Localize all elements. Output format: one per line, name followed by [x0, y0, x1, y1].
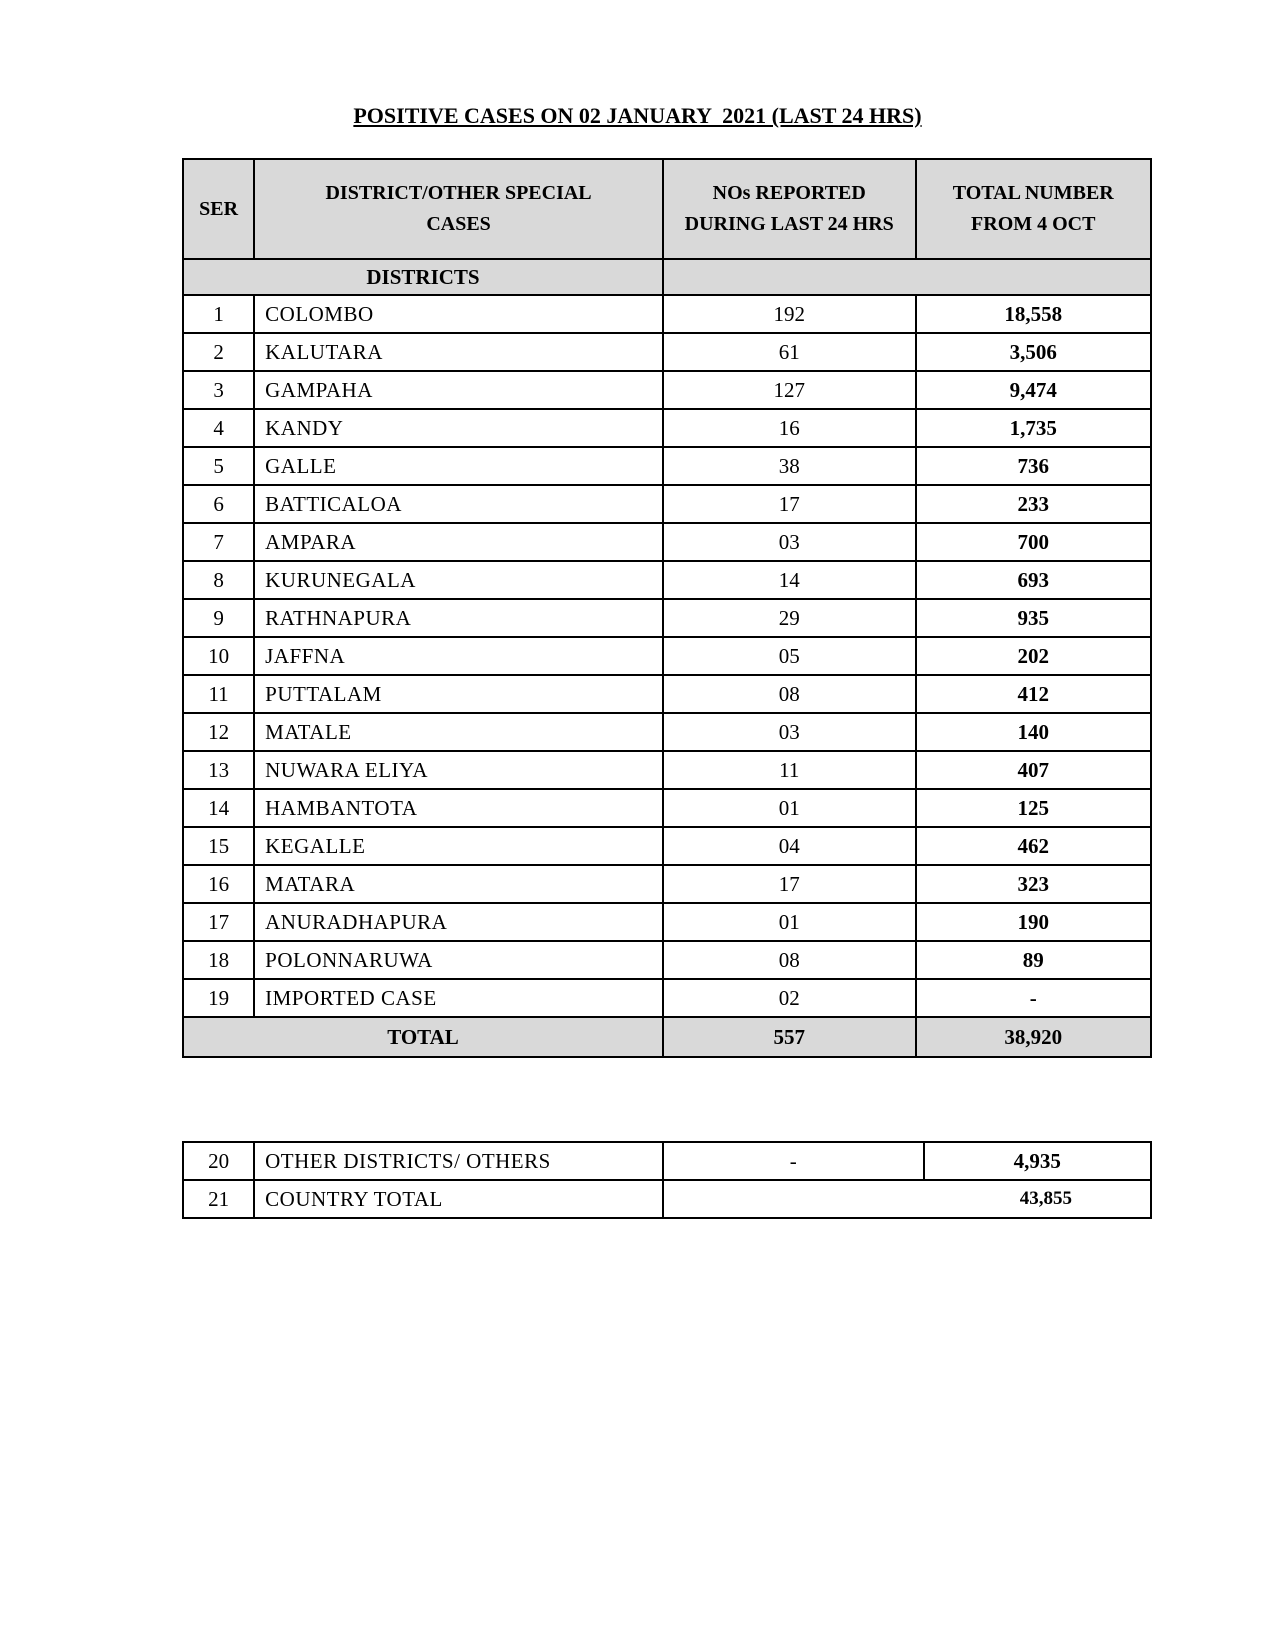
row-total: 233	[916, 485, 1152, 523]
row-name: BATTICALOA	[254, 485, 663, 523]
section-row	[183, 259, 1151, 295]
country-total: 43,855	[663, 1180, 1151, 1218]
row-ser: 12	[183, 713, 254, 751]
row-ser: 8	[183, 561, 254, 599]
row-name: ANURADHAPURA	[254, 903, 663, 941]
total-last24: 557	[663, 1017, 916, 1057]
row-name: AMPARA	[254, 523, 663, 561]
table-row	[183, 295, 1151, 333]
row-last24: 11	[663, 751, 916, 789]
row-total: -	[916, 979, 1152, 1017]
table-row	[183, 599, 1151, 637]
table-row	[183, 713, 1151, 751]
table-row	[183, 1180, 1151, 1218]
table-header-row	[183, 159, 1151, 259]
row-last24: 04	[663, 827, 916, 865]
table-row	[183, 561, 1151, 599]
row-name: KALUTARA	[254, 333, 663, 371]
row-name: PUTTALAM	[254, 675, 663, 713]
row-last24: 03	[663, 523, 916, 561]
row-name: OTHER DISTRICTS/ OTHERS	[254, 1142, 663, 1180]
row-last24: 14	[663, 561, 916, 599]
row-name: KANDY	[254, 409, 663, 447]
row-last24: 17	[663, 865, 916, 903]
table-row	[183, 789, 1151, 827]
row-total: 125	[916, 789, 1152, 827]
row-ser: 7	[183, 523, 254, 561]
table-row	[183, 865, 1151, 903]
row-total: 9,474	[916, 371, 1152, 409]
other-cases-table	[182, 1141, 1152, 1219]
row-last24: 127	[663, 371, 916, 409]
row-last24: 02	[663, 979, 916, 1017]
row-total: 1,735	[916, 409, 1152, 447]
row-total: 18,558	[916, 295, 1152, 333]
row-last24: 61	[663, 333, 916, 371]
row-total: 89	[916, 941, 1152, 979]
table-row	[183, 675, 1151, 713]
page-title: POSITIVE CASES ON 02 JANUARY 2021 (LAST 24 HRS)	[353, 103, 922, 128]
row-total: 462	[916, 827, 1152, 865]
row-ser: 9	[183, 599, 254, 637]
header-total: TOTAL NUMBER FROM 4 OCT	[916, 159, 1152, 259]
row-total: 202	[916, 637, 1152, 675]
row-last24: 05	[663, 637, 916, 675]
row-last24: -	[663, 1142, 924, 1180]
row-ser: 16	[183, 865, 254, 903]
row-last24: 08	[663, 941, 916, 979]
row-ser: 3	[183, 371, 254, 409]
table-row	[183, 903, 1151, 941]
header-reported: NOs REPORTED DURING LAST 24 HRS	[663, 159, 916, 259]
row-total: 935	[916, 599, 1152, 637]
row-total: 693	[916, 561, 1152, 599]
section-blank	[663, 259, 1151, 295]
row-ser: 15	[183, 827, 254, 865]
row-last24: 192	[663, 295, 916, 333]
row-name: GALLE	[254, 447, 663, 485]
row-total: 3,506	[916, 333, 1152, 371]
district-rows	[183, 295, 1151, 1017]
row-ser: 17	[183, 903, 254, 941]
total-cumulative: 38,920	[916, 1017, 1152, 1057]
row-name: NUWARA ELIYA	[254, 751, 663, 789]
row-last24: 38	[663, 447, 916, 485]
row-last24: 01	[663, 903, 916, 941]
table-row	[183, 333, 1151, 371]
total-row	[183, 1017, 1151, 1057]
row-ser: 11	[183, 675, 254, 713]
row-name: KURUNEGALA	[254, 561, 663, 599]
table-row	[183, 637, 1151, 675]
row-total: 4,935	[924, 1142, 1151, 1180]
row-name: IMPORTED CASE	[254, 979, 663, 1017]
row-name: HAMBANTOTA	[254, 789, 663, 827]
table-row	[183, 751, 1151, 789]
row-last24: 17	[663, 485, 916, 523]
table-row	[183, 979, 1151, 1017]
row-total: 190	[916, 903, 1152, 941]
row-total: 323	[916, 865, 1152, 903]
row-name: GAMPAHA	[254, 371, 663, 409]
row-ser: 5	[183, 447, 254, 485]
district-cases-table	[182, 158, 1152, 1058]
row-ser: 1	[183, 295, 254, 333]
row-total: 700	[916, 523, 1152, 561]
row-last24: 08	[663, 675, 916, 713]
table-row	[183, 941, 1151, 979]
row-total: 407	[916, 751, 1152, 789]
row-name: POLONNARUWA	[254, 941, 663, 979]
row-name: COLOMBO	[254, 295, 663, 333]
row-last24: 16	[663, 409, 916, 447]
row-last24: 29	[663, 599, 916, 637]
table-row	[183, 485, 1151, 523]
row-ser: 6	[183, 485, 254, 523]
table-row	[183, 523, 1151, 561]
table-row	[183, 409, 1151, 447]
total-label: TOTAL	[183, 1017, 663, 1057]
row-ser: 10	[183, 637, 254, 675]
row-total: 140	[916, 713, 1152, 751]
row-ser: 19	[183, 979, 254, 1017]
row-name: KEGALLE	[254, 827, 663, 865]
row-name: MATALE	[254, 713, 663, 751]
row-last24: 01	[663, 789, 916, 827]
row-total: 736	[916, 447, 1152, 485]
row-ser: 20	[183, 1142, 254, 1180]
row-ser: 2	[183, 333, 254, 371]
table-row	[183, 447, 1151, 485]
row-ser: 4	[183, 409, 254, 447]
row-ser: 14	[183, 789, 254, 827]
row-name: MATARA	[254, 865, 663, 903]
row-name: COUNTRY TOTAL	[254, 1180, 663, 1218]
row-ser: 13	[183, 751, 254, 789]
header-district: DISTRICT/OTHER SPECIAL CASES	[254, 159, 663, 259]
row-last24: 03	[663, 713, 916, 751]
row-name: RATHNAPURA	[254, 599, 663, 637]
table-row	[183, 371, 1151, 409]
row-ser: 21	[183, 1180, 254, 1218]
section-label: DISTRICTS	[183, 259, 663, 295]
table-row	[183, 1142, 1151, 1180]
header-ser: SER	[183, 159, 254, 259]
row-total: 412	[916, 675, 1152, 713]
table-row	[183, 827, 1151, 865]
row-name: JAFFNA	[254, 637, 663, 675]
row-ser: 18	[183, 941, 254, 979]
